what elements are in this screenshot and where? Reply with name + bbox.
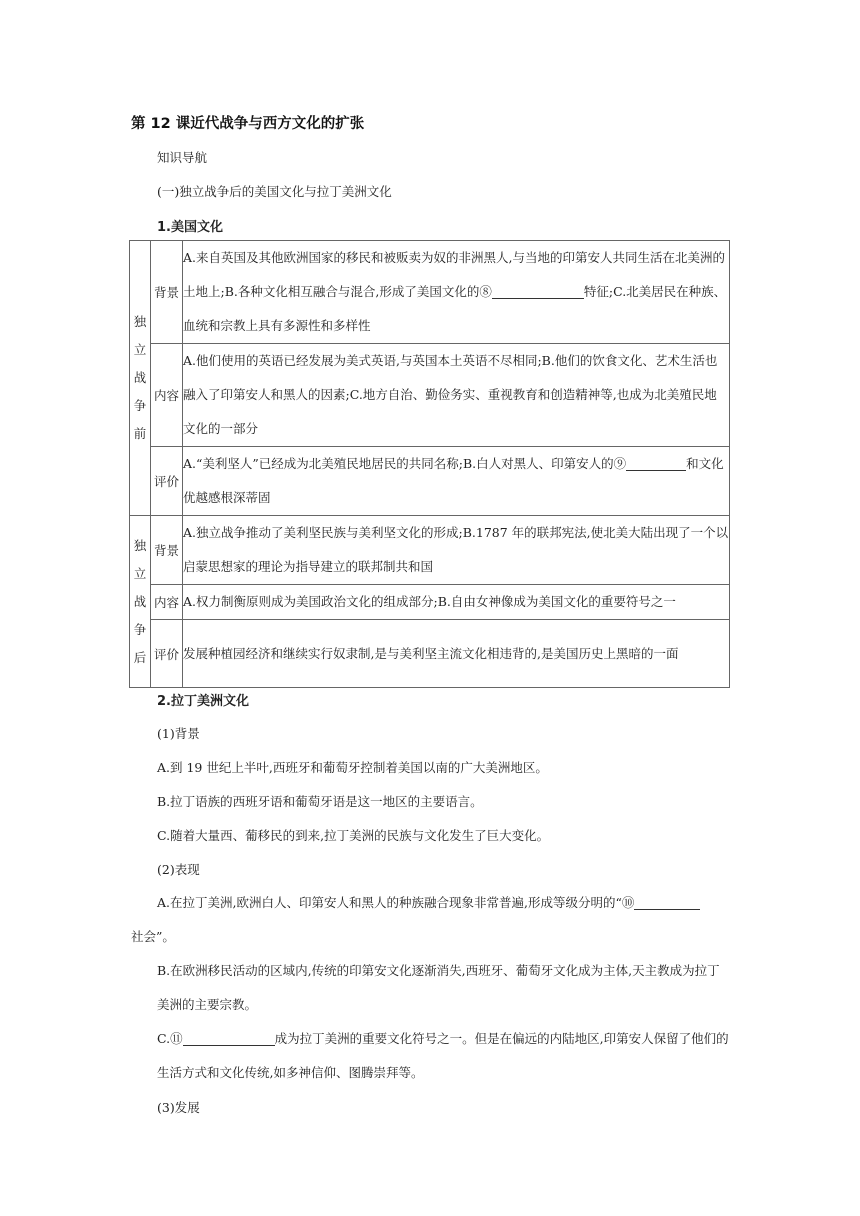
category-evaluation: 评价 [151,620,183,688]
performance-heading: (2)表现 [157,862,200,877]
background-b: B.拉丁语族的西班牙语和葡萄牙语是这一地区的主要语言。 [157,794,483,809]
subsection-american-culture: 1.美国文化 [157,220,223,235]
category-content: 内容 [151,585,183,620]
performance-a: A.在拉丁美洲,欧洲白人、印第安人和黑人的种族融合现象非常普遍,形成等级分明的“⑩ 社会”。 [131,886,731,954]
development-heading: (3)发展 [157,1100,200,1115]
subsection-latin-america: 2.拉丁美洲文化 [157,694,249,709]
period-before-war: 独 立 战 争 前 [130,241,151,516]
before-evaluation-text: A.“美利坚人”已经成为北美殖民地居民的共同名称;B.白人对黑人、印第安人的⑨ 和文化优越感根深蒂固 [183,447,730,516]
after-background-text: A.独立战争推动了美利坚民族与美利坚文化的形成;B.1787 年的联邦宪法,使北美大陆出现了一个以启蒙思想家的理论为指导建立的联邦制共和国 [183,516,730,585]
before-background-text: A.来自英国及其他欧洲国家的移民和被贩卖为奴的非洲黑人,与当地的印第安人共同生活在北美洲的土地上;B.各种文化相互融合与混合,形成了美国文化的⑧ 特征;C.北美居民在种族、血统和宗教上具有多源性和多样性 [183,241,730,344]
after-content-text: A.权力制衡原则成为美国政治文化的组成部分;B.自由女神像成为美国文化的重要符号之一 [183,585,730,620]
period-after-war: 独 立 战 争 后 [130,516,151,688]
background-heading: (1)背景 [157,726,200,741]
category-evaluation: 评价 [151,447,183,516]
category-background: 背景 [151,241,183,344]
nav-label: 知识导航 [157,150,208,165]
after-evaluation-text: 发展种植园经济和继续实行奴隶制,是与美利坚主流文化相违背的,是美国历史上黑暗的一面 [183,620,730,688]
category-background: 背景 [151,516,183,585]
answer-blank-8[interactable] [492,286,584,300]
before-content-text: A.他们使用的英语已经发展为美式英语,与英国本土英语不尽相同;B.他们的饮食文化、艺术生活也融入了印第安人和黑人的因素;C.地方自治、勤俭务实、重视教育和创造精神等,也成为北美殖民地文化的一部分 [183,344,730,447]
section-heading: (一)独立战争后的美国文化与拉丁美洲文化 [157,184,392,199]
lesson-title: 第 12 课近代战争与西方文化的扩张 [131,116,365,132]
answer-blank-11[interactable] [183,1033,275,1047]
background-c: C.随着大量西、葡移民的到来,拉丁美洲的民族与文化发生了巨大变化。 [157,828,550,843]
answer-blank-9[interactable] [626,458,686,472]
background-a: A.到 19 世纪上半叶,西班牙和葡萄牙控制着美国以南的广大美洲地区。 [157,760,548,775]
category-content: 内容 [151,344,183,447]
performance-c: C.⑪ 成为拉丁美洲的重要文化符号之一。但是在偏远的内陆地区,印第安人保留了他们的生活方式和文化传统,如多神信仰、图腾崇拜等。 [157,1031,729,1080]
american-culture-table [129,240,730,688]
answer-blank-10[interactable] [634,897,700,911]
performance-b: B.在欧洲移民活动的区域内,传统的印第安文化逐渐消失,西班牙、葡萄牙文化成为主体,天主教成为拉丁美洲的主要宗教。 [157,963,720,1012]
